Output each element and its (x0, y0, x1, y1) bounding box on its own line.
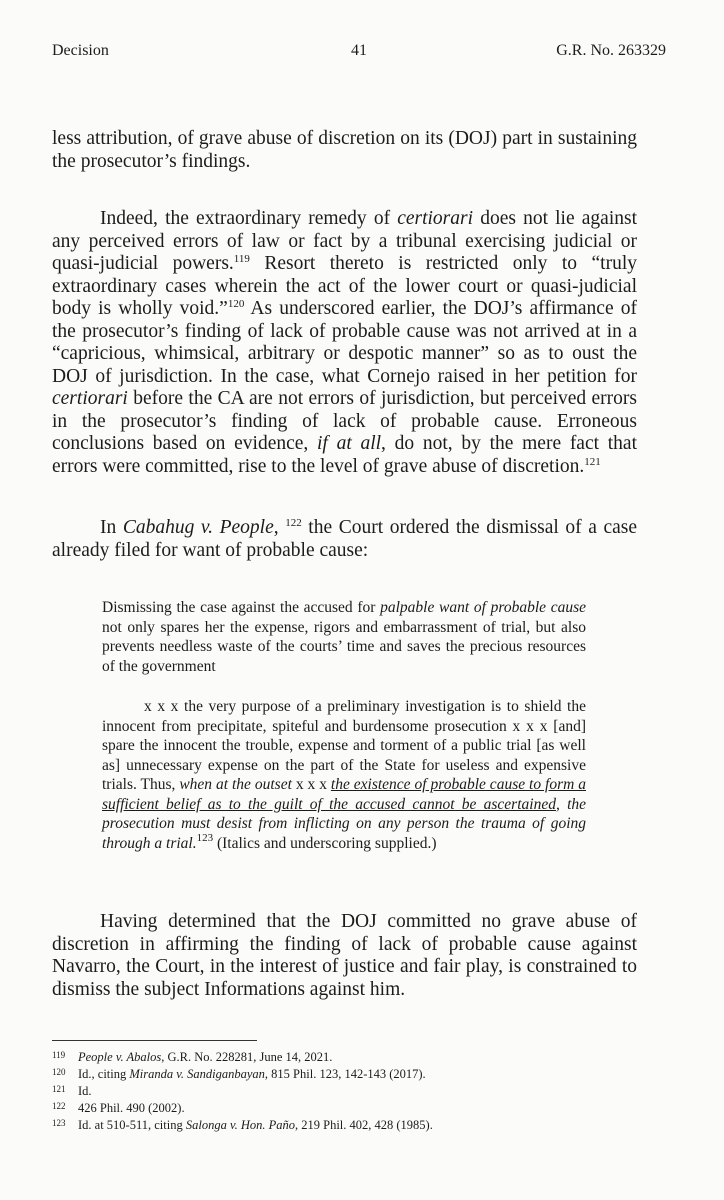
paragraph-cabahug: In Cabahug v. People, $^{122}$ the Court ordered the dismissal of a case already filed for want of probable cause: (52, 517, 638, 561)
footnote-119: 119 People v. Abalos, G.R. No. 228281, June 14, 2021. (52, 1050, 333, 1064)
footnote-divider (52, 1040, 257, 1041)
block-quote-2: x x x the very purpose of a preliminary investigation is to shield the innocent from precipitate, spiteful and burdensome prosecution x x x [and] spare the innocent the trouble, expense and torment of a public trial [as well as] unnecessary expense on the part of the State for useless and expensive trials. Thus, when at the outset x x x the existence of probable cause to form a sufficient belief as to the guilt of the accused cannot be ascertained, the prosecution must desist from inflicting on any person the trauma of going through a trial.$^{123}$ (Italics and underscoring supplied.) (102, 698, 587, 852)
header-document-type: Decision (52, 42, 109, 59)
footnote-122: 122 426 Phil. 490 (2002). (52, 1101, 185, 1115)
footnote-ref-120[interactable]: 120 (227, 298, 245, 310)
page-header (52, 42, 666, 66)
footnote-120: 120 Id., citing Miranda v. Sandiganbayan, 815 Phil. 123, 142-143 (2017). (52, 1067, 426, 1081)
block-quote-1: Dismissing the case against the accused for palpable want of probable cause not only spares her the expense, rigors and embarrassment of trial, but also prevents needless waste of the courts’ time and saves the precious resources of the government (102, 599, 586, 675)
footnote-ref-119[interactable]: 119 (233, 253, 250, 265)
footnote-ref-122[interactable]: 122 (285, 517, 302, 529)
paragraph-certiorari: Indeed, the extraordinary remedy of certiorari does not lie against any perceived errors of law or fact by a tribunal exercising judicial or quasi-judicial powers.$^{119}$ Resort thereto is restricted only to “truly extraordinary cases wherein the act of the lower court or quasi-judicial body is wholly void.”$^{120}$ As underscored earlier, the DOJ’s affirmance of the prosecutor’s finding of lack of probable cause was not arrived at in a “capricious, whimsical, arbitrary or despotic manner” so as to oust the DOJ of jurisdiction. In the case, what Cornejo raised in her petition for certiorari before the CA are not errors of jurisdiction, but perceived errors in the prosecutor’s finding of lack of probable cause. Erroneous conclusions based on evidence, if at all, do not, by the mere fact that errors were committed, rise to the level of grave abuse of discretion.$^{121}$ (52, 208, 637, 477)
footnote-ref-121[interactable]: 121 (584, 455, 601, 468)
paragraph-conclusion: Having determined that the DOJ committed no grave abuse of discretion in affirming the finding of lack of probable cause against Navarro, the Court, in the interest of justice and fair play, is constrained to dismiss the subject Informations against him. (52, 911, 637, 1000)
page-number: 41 (351, 42, 367, 59)
footnote-121: 121 Id. (52, 1084, 92, 1098)
paragraph-continuation: less attribution, of grave abuse of discretion on its (DOJ) part in sustaining the prosecutor’s findings. (52, 128, 637, 172)
footnote-ref-123[interactable]: 123 (196, 831, 214, 844)
case-number: G.R. No. 263329 (556, 42, 666, 59)
footnote-123: 123 Id. at 510-511, citing Salonga v. Hon. Paño, 219 Phil. 402, 428 (1985). (52, 1118, 433, 1132)
